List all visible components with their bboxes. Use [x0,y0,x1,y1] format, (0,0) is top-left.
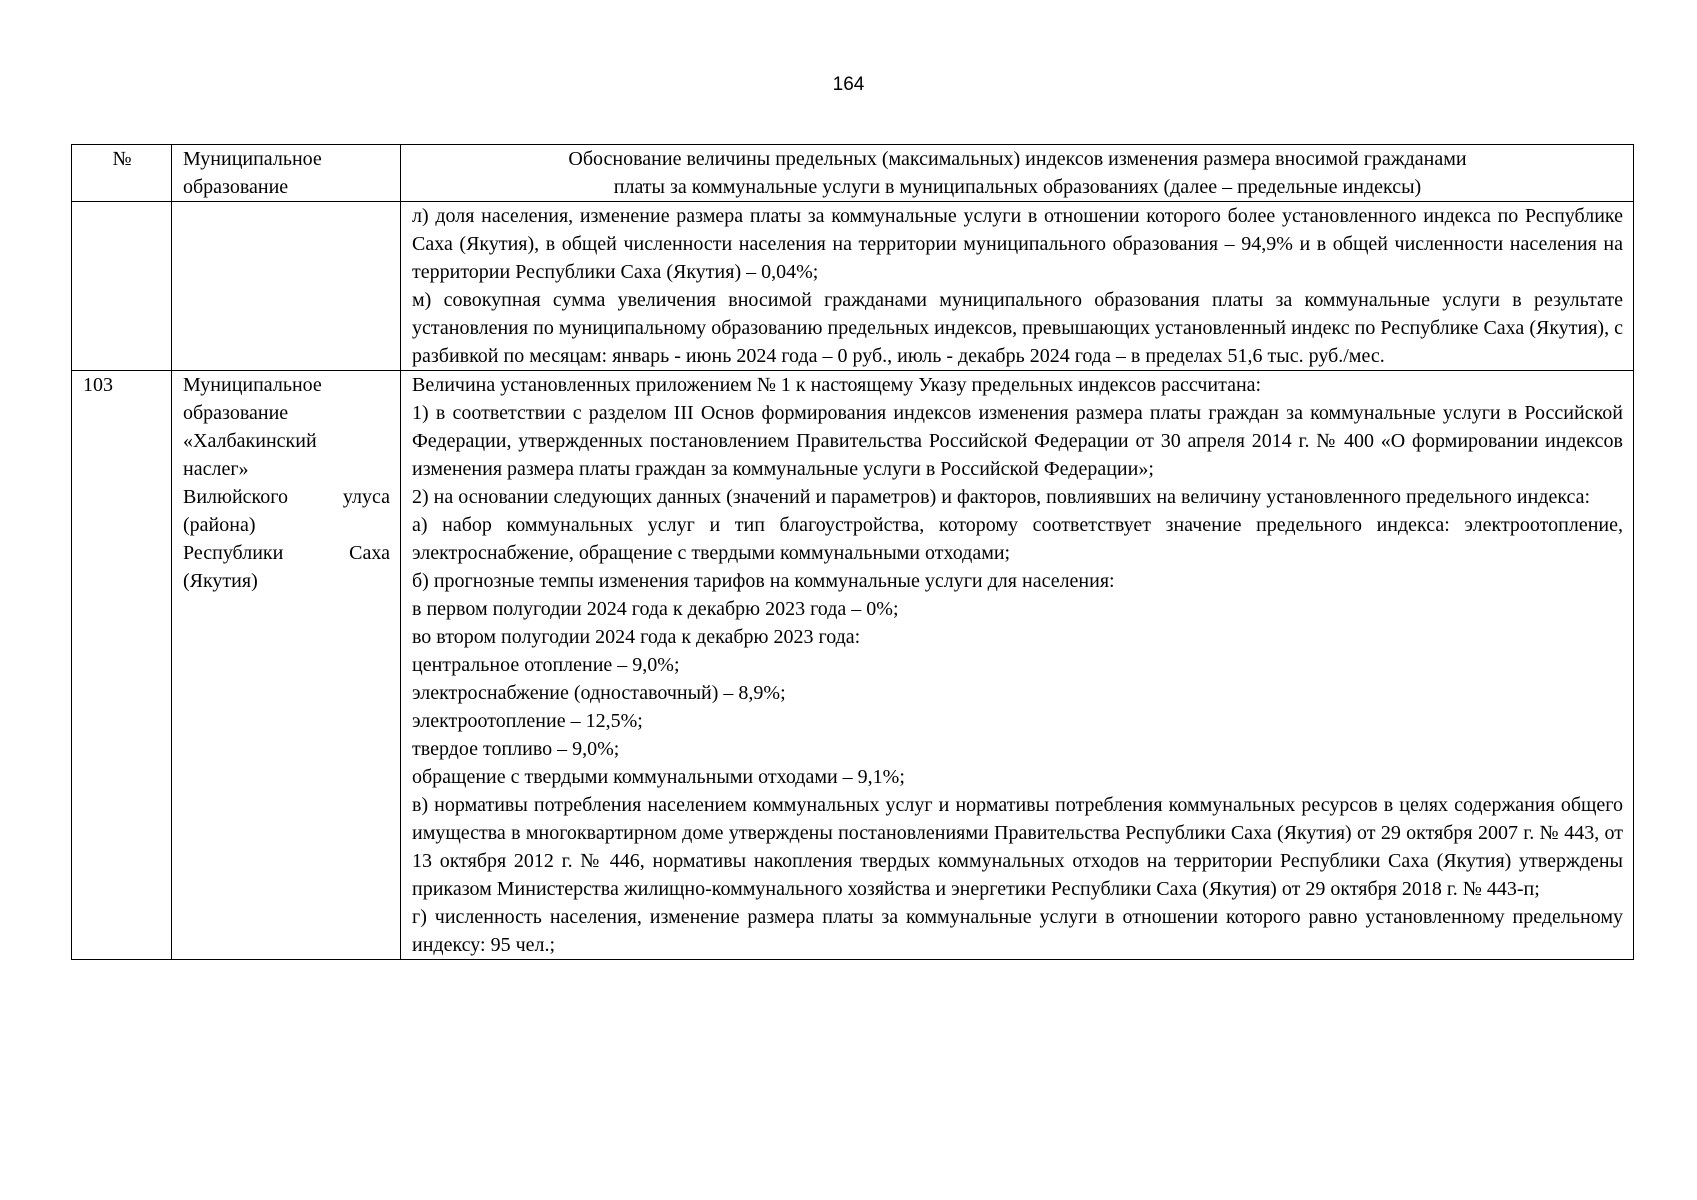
header-justification-line: Обоснование величины предельных (максимальных) индексов изменения размера вносимой гражданами [568,148,1467,170]
page-number: 164 [832,74,865,95]
justification-table [71,144,1634,960]
justification-cell [401,371,1634,960]
justification-paragraph: г) численность населения, изменение размера платы за коммунальные услуги в отношении которого равно установленному предельному индексу: 95 чел.; [412,906,1623,956]
justification-paragraph: обращение с твердыми коммунальными отходами – 9,1%; [412,766,905,788]
justification-paragraph: 1) в соответствии с разделом III Основ формирования индексов изменения размера платы граждан за коммунальные услуги в Российской Федерации, утвержденных постановлением Правительства Российской Федерации от 30 апреля 2014 г. № 400 «О формировании индексов изменения размера платы граждан за коммунальные услуги в Российской Федерации»; [412,402,1623,480]
municipality-line: Республики Саха [183,542,390,564]
municipality-line: Муниципальное [183,374,322,396]
justification-paragraph: твердое топливо – 9,0%; [412,738,620,760]
justification-paragraph: 2) на основании следующих данных (значений и параметров) и факторов, повлиявших на величину установленного предельного индекса: [412,486,1591,508]
municipality-line: Вилюйского улуса [183,486,390,508]
justification-paragraph: Величина установленных приложением № 1 к настоящему Указу предельных индексов рассчитана: [412,374,1262,396]
justification-paragraph: электроотопление – 12,5%; [412,710,643,732]
justification-paragraph: во втором полугодии 2024 года к декабрю 2023 года: [412,626,861,648]
justification-paragraph: а) набор коммунальных услуг и тип благоустройства, которому соответствует значение предельного индекса: электроотопление, электроснабжение, обращение с твердыми коммунальными отходами; [412,514,1623,564]
municipality-line: наслег» [183,458,249,480]
municipality-cell [172,202,401,371]
row-number-cell: 103 [72,371,172,960]
justification-paragraph: электроснабжение (одноставочный) – 8,9%; [412,682,786,704]
header-justification-line: платы за коммунальные услуги в муниципальных образованиях (далее – предельные индексы) [613,176,1422,198]
municipality-line: образование [183,402,289,424]
justification-paragraph: в первом полугодии 2024 года к декабрю 2023 года – 0%; [412,598,899,620]
header-municipality: Муниципальное образование [172,145,401,202]
justification-paragraph: центральное отопление – 9,0%; [412,654,680,676]
table-header-row [72,145,1634,202]
table-row [72,202,1634,371]
justification-paragraph: л) доля населения, изменение размера платы за коммунальные услуги в отношении которого более установленного индекса по Республике Саха (Якутия), в общей численности населения на территории муниципального образования – 94,9% и в общей численности населения на территории Республики Саха (Якутия) – 0,04%; [412,205,1623,283]
municipality-line: (района) [183,514,256,536]
row-number-cell [72,202,172,371]
justification-cell [401,202,1634,371]
header-justification [401,145,1634,202]
municipality-line: (Якутия) [183,570,258,592]
justification-paragraph: м) совокупная сумма увеличения вносимой гражданами муниципального образования платы за коммунальные услуги в результате установления по муниципальному образованию предельных индексов, превышающих установленный индекс по Республике Саха (Якутия), с разбивкой по месяцам: январь - июнь 2024 года – 0 руб., июль - декабрь 2024 года – в пределах 51,6 тыс. руб./мес. [412,289,1623,367]
header-number: № [72,145,172,202]
justification-paragraph: в) нормативы потребления населением коммунальных услуг и нормативы потребления коммунальных ресурсов в целях содержания общего имущества в многоквартирном доме утверждены постановлениями Правительства Республики Саха (Якутия) от 29 октября 2007 г. № 443, от 13 октября 2012 г. № 446, нормативы накопления твердых коммунальных отходов на территории Республики Саха (Якутия) утверждены приказом Министерства жилищно-коммунального хозяйства и энергетики Республики Саха (Якутия) от 29 октября 2018 г. № 443-п; [412,794,1623,900]
municipality-cell [172,371,401,960]
justification-paragraph: б) прогнозные темпы изменения тарифов на коммунальные услуги для населения: [412,570,1115,592]
municipality-line: «Халбакинский [183,430,317,452]
table-row [72,371,1634,960]
